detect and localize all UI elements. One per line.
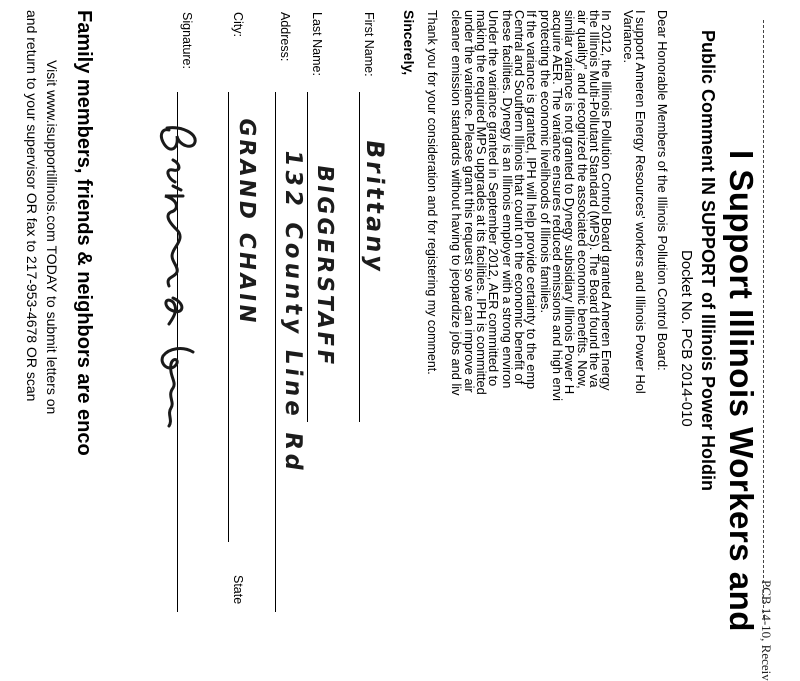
received-stamp: PCB 14-10, Receiv [759,580,774,681]
paragraph-line: If the variance is granted, IPH will help provide certainty to the emp [524,10,539,390]
docket-number: Docket No. PCB 2014-010 [678,250,695,427]
intro-line: Variance. [620,10,636,64]
city-line [228,92,229,542]
paragraph-line: similar variance is not granted to Dynegy subsidiary Illinois Power H [562,10,578,395]
first-name-line [359,92,360,422]
first-name-handwritten: Brittany [361,138,389,277]
paragraph-line: these facilities. Dynegy is an Illinois employer with a strong environ [499,10,515,389]
paragraph-line: cleaner emission standards without having to jeopardize jobs and liv [449,10,465,396]
paragraph-line: making the required MPS upgrades at its facilities. IPH is committed [473,10,489,395]
paragraph-line: protecting the economic livelihoods of Illinois families. [537,10,553,314]
last-name-line [307,92,308,422]
paragraph-line: Under the variance granted in September 2012, AER committed to [486,10,501,387]
paragraph-line: acquire AER. The variance ensures reduced emissions and high envi [550,10,566,402]
handwritten-signature [157,120,203,440]
intro-line: I support Ameren Energy Resources' workers and Illinois Power Hol [633,10,648,394]
address-label: Address: [278,12,292,62]
paragraph-line: the Illinois Multi-Pollutant Standard (MPS). The Board found the va [586,10,602,388]
letter-subtitle: Public Comment IN SUPPORT of Illinois Power Holdin [698,30,718,492]
footer-callout: Family members, friends & neighbors are enco [73,10,95,456]
footer-instructions-line-2: and return to your supervisor OR fax to 217-953-4678 OR scan [24,10,40,402]
salutation: Dear Honorable Members of the Illinois Pollution Control Board: [655,10,670,371]
last-name-label: Last Name: [310,12,324,76]
address-line [275,92,276,612]
footer-instructions-line-1: Visit www.isupportillinois.com TODAY to submit letters on [44,60,60,415]
letter-title: I Support Illinois Workers and [723,150,760,632]
signature-label: Signature: [180,12,194,69]
paragraph-certainty [500,10,537,389]
first-name-label: First Name: [362,12,376,77]
paragraph-commitment [450,10,499,396]
sincerely-closing: Sincerely, [401,10,417,76]
city-handwritten: GRAND CHAIN [234,116,259,328]
intro-paragraph [622,10,646,394]
paragraph-line: In 2012, the Illinois Pollution Control Board granted Ameren Energy [599,10,614,391]
state-label: State [231,575,245,605]
cut-line-divider [763,20,764,618]
paragraph-line: under the variance. Please grant this request so we can improve air [461,10,477,393]
paragraph-line: air quality" and recognized the associated economic benefits. Now, [574,10,590,389]
thank-you-line: Thank you for your consideration and for registering my comment. [425,10,439,375]
last-name-handwritten: BIGGERSTAFF [312,163,337,370]
city-label: City: [231,12,245,37]
paragraph-mps-variance [539,10,612,401]
paragraph-line: Central and Southern Illinois that count on the economic benefit of [511,10,527,385]
address-handwritten: 132 County Line Rd [280,148,306,476]
